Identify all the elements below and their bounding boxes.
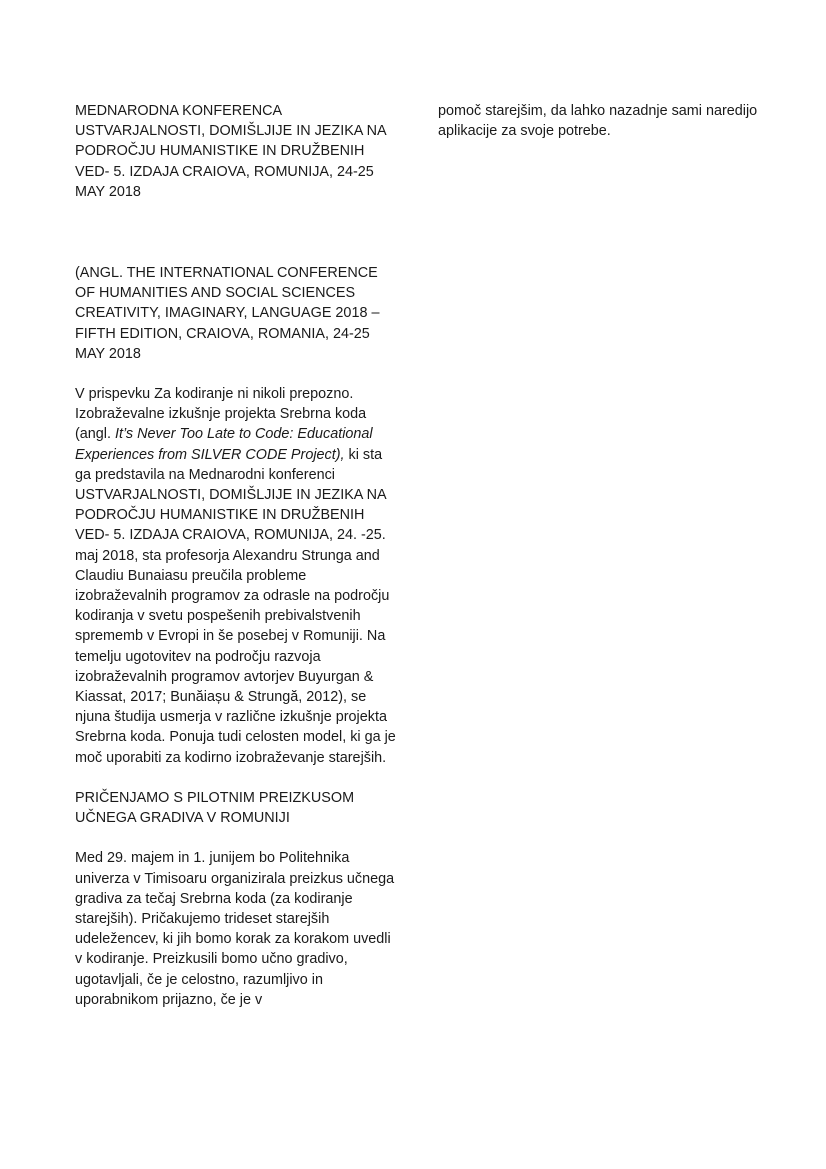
spacer (75, 364, 397, 384)
left-column (75, 101, 397, 1010)
conference-heading: MEDNARODNA KONFERENCA USTVARJALNOSTI, DOMIŠLJIJE IN JEZIKA NA PODROČJU HUMANISTIKE IN DRUŽBENIH VED- 5. IZDAJA CRAIOVA, ROMUNIJA, 24-25 MAY 2018 (75, 103, 386, 200)
spacer (75, 828, 397, 848)
spacer (75, 768, 397, 788)
intro-text-end: ki sta ga predstavila na Mednarodni konferenci USTVARJALNOSTI, DOMIŠLJIJE IN JEZIKA NA PODROČJU HUMANISTIKE IN DRUŽBENIH VED- 5. IZDAJA CRAIOVA, ROMUNIJA, 24. -25. maj 2018, sta profesorja Alexandru Strunga and Claudiu Bunaiasu preučila probleme izobraževalnih programov za odrasle na področju kodiranja v svetu pospešenih prebivalstvenih sprememb v Evropi in še posebej v Romuniji. Na temelju ugotovitev na področju razvoja izobraževalnih programov avtorjev Buyurgan & Kiassat, 2017; Bunăiașu & Strungă, 2012), se njuna študija usmerja v različne izkušnje projekta Srebrna koda. Ponuja tudi celosten model, ki ga je moč uporabiti za kodirno izobraževanje starejših. (75, 446, 396, 766)
pilot-paragraph-continued: pomoč starejšim, da lahko nazadnje sami naredijo aplikacije za svoje potrebe. (438, 103, 758, 140)
intro-paragraph (75, 384, 397, 768)
intro-text-start: V prispevku Za kodiranje ni nikoli prepozno. Izobraževalne izkušnje projekta Srebrna koda (angl. (75, 386, 367, 443)
pilot-heading: PRIČENJAMO S PILOTNIM PREIZKUSOM UČNEGA GRADIVA V ROMUNIJI (75, 789, 355, 827)
spacer (75, 202, 397, 263)
intro-english-title: It’s Never Too Late to Code: Educational Experiences from SILVER CODE Project), (75, 426, 373, 463)
pilot-paragraph: Med 29. majem in 1. junijem bo Politehnika univerza v Timisoaru organizirala preizkus učnega gradiva za tečaj Srebrna koda (za kodiranje starejših). Pričakujemo trideset starejših udeležencev, ki jih bomo korak za korakom uvedli v kodiranje. Preizkusili bomo učno gradivo, ugotavljali, če je celostno, razumljivo in uporabnikom prijazno, če je v (75, 850, 395, 1008)
conference-heading-english: (ANGL. THE INTERNATIONAL CONFERENCE OF HUMANITIES AND SOCIAL SCIENCES CREATIVITY, IMAGINARY, LANGUAGE 2018 – FIFTH EDITION, CRAIOVA, ROMANIA, 24-25 MAY 2018 (75, 265, 380, 362)
right-column (438, 101, 758, 141)
